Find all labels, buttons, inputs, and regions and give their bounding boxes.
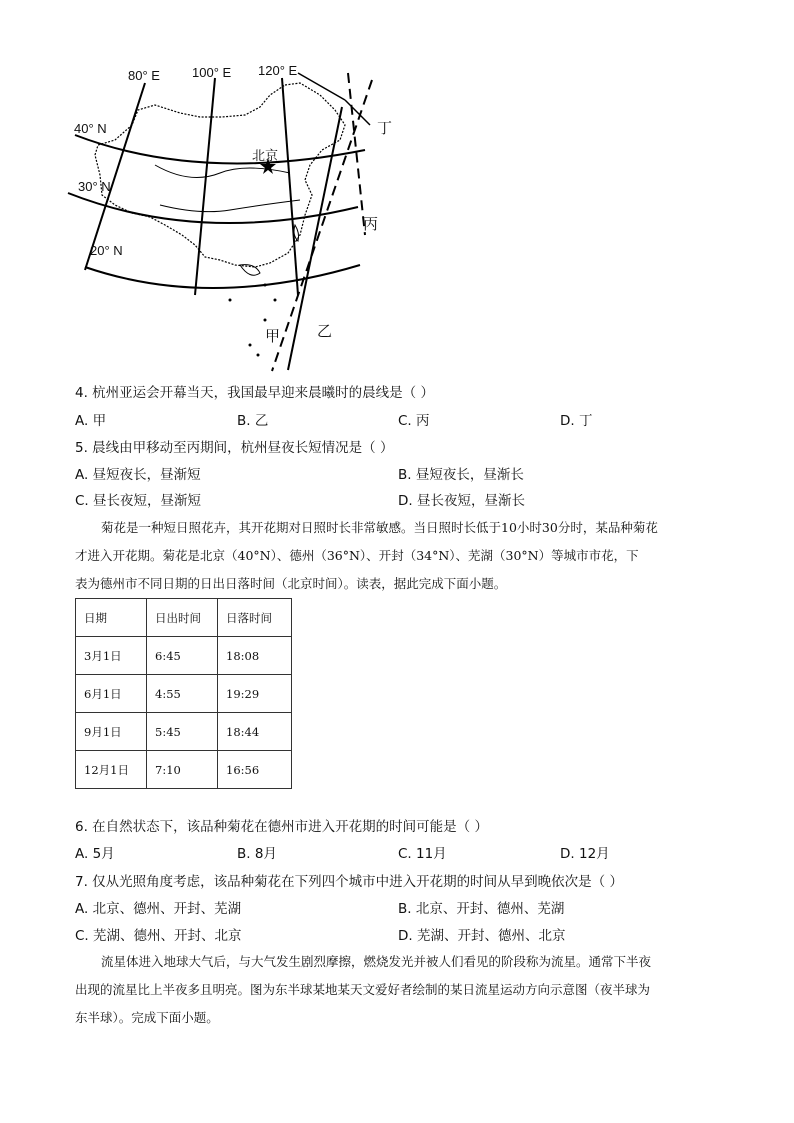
passage1-line2: 才进入开花期。菊花是北京（40°N）、德州（36°N）、开封（34°N）、芜湖（30°N）等城市市花，下 (75, 548, 639, 563)
line-bing (348, 73, 365, 235)
passage-chrysanthemum (75, 514, 755, 598)
table-cell-date: 6月1日 (76, 675, 147, 713)
parallel-40n (75, 135, 365, 163)
table-cell-date: 12月1日 (76, 751, 147, 789)
q6-option-c[interactable]: C. 11月 (398, 846, 447, 862)
q7-stem: 7. 仅从光照角度考虑，该品种菊花在下列四个城市中进入开花期的时间从早到晚依次是（ ） (75, 874, 623, 890)
q7-option-a[interactable]: A. 北京、德州、开封、芜湖 (75, 901, 242, 917)
q6-stem: 6. 在自然状态下，该品种菊花在德州市进入开花期的时间可能是（ ） (75, 819, 488, 835)
table-cell-sunrise: 7:10 (147, 751, 218, 789)
table-cell-sunset: 19:29 (218, 675, 292, 713)
q5-option-c[interactable]: C. 昼长夜短，昼渐短 (75, 493, 202, 509)
island-dot (274, 299, 277, 302)
q7-option-b[interactable]: B. 北京、开封、德州、芜湖 (398, 901, 565, 917)
table-header: 日期 (76, 599, 147, 637)
meridian-120e (282, 78, 298, 295)
q6-option-a[interactable]: A. 5月 (75, 846, 115, 862)
passage2-line3: 东半球）。完成下面小题。 (75, 1010, 219, 1025)
table-cell-sunset: 16:56 (218, 751, 292, 789)
yangtze-river (160, 200, 300, 212)
map-svg (60, 55, 400, 385)
q5-option-d[interactable]: D. 昼长夜短，昼渐长 (398, 493, 525, 509)
lon-label-120: 120° E (258, 63, 298, 78)
passage2-line2: 出现的流星比上半夜多且明亮。图为东半球某地某天文爱好者绘制的某日流星运动方向示意图（夜半球为 (75, 982, 651, 997)
passage1-line3: 表为德州市不同日期的日出日落时间（北京时间）。读表，据此完成下面小题。 (75, 576, 507, 591)
q6-option-d[interactable]: D. 12月 (560, 846, 610, 862)
q7-option-d[interactable]: D. 芜湖、开封、德州、北京 (398, 928, 566, 944)
line-ding-right (345, 100, 370, 125)
meridian-100e (195, 78, 215, 295)
q5-option-a[interactable]: A. 昼短夜长，昼渐短 (75, 467, 201, 483)
line-label-jia: 甲 (265, 328, 281, 345)
q4-option-c[interactable]: C. 丙 (398, 413, 430, 429)
island-dot (249, 344, 252, 347)
table-cell-sunrise: 5:45 (147, 713, 218, 751)
q5-option-b[interactable]: B. 昼短夜长，昼渐长 (398, 467, 524, 483)
lon-label-80: 80° E (128, 68, 160, 83)
island-dot (264, 319, 267, 322)
map-figure (60, 55, 400, 385)
table-cell-sunrise: 4:55 (147, 675, 218, 713)
q4-stem: 4. 杭州亚运会开幕当天，我国最早迎来晨曦时的晨线是（ ） (75, 385, 434, 401)
meridian-80e (85, 83, 145, 270)
line-label-bing: 丙 (363, 216, 379, 233)
island-dot (264, 284, 267, 287)
table-cell-sunset: 18:08 (218, 637, 292, 675)
parallel-20n (85, 265, 360, 288)
table-cell-date: 3月1日 (76, 637, 147, 675)
lon-label-100: 100° E (192, 65, 232, 80)
island-dot (229, 299, 232, 302)
table-cell-date: 9月1日 (76, 713, 147, 751)
table-cell-sunrise: 6:45 (147, 637, 218, 675)
passage-meteor (75, 948, 755, 1032)
island-dot (257, 354, 260, 357)
table-header-row (76, 599, 292, 637)
table-cell-sunset: 18:44 (218, 713, 292, 751)
q7-option-c[interactable]: C. 芜湖、德州、开封、北京 (75, 928, 242, 944)
table-row (76, 675, 292, 713)
line-label-yi: 乙 (317, 323, 333, 340)
china-outline (95, 83, 345, 267)
table-row (76, 751, 292, 789)
city-label-beijing: 北京 (252, 148, 279, 163)
passage2-line1: 流星体进入地球大气后，与大气发生剧烈摩擦，燃烧发光并被人们看见的阶段称为流星。通常下半夜 (101, 954, 652, 969)
table-row (76, 713, 292, 751)
q6-option-b[interactable]: B. 8月 (237, 846, 277, 862)
lat-label-40: 40° N (74, 121, 107, 136)
q4-option-d[interactable]: D. 丁 (560, 413, 593, 429)
q4-option-b[interactable]: B. 乙 (237, 413, 269, 429)
table-row (76, 637, 292, 675)
passage1-line1: 菊花是一种短日照花卉，其开花期对日照时长非常敏感。当日照时长低于10小时30分时，某品种菊花 (101, 520, 658, 535)
lat-label-30: 30° N (78, 179, 111, 194)
table-header: 日落时间 (218, 599, 292, 637)
sunrise-sunset-table (75, 598, 292, 789)
line-label-ding: 丁 (377, 120, 393, 137)
q4-option-a[interactable]: A. 甲 (75, 413, 107, 429)
q5-stem: 5. 晨线由甲移动至丙期间，杭州昼夜长短情况是（ ） (75, 440, 394, 456)
table-header: 日出时间 (147, 599, 218, 637)
parallel-30n (68, 193, 358, 223)
lat-label-20: 20° N (90, 243, 123, 258)
